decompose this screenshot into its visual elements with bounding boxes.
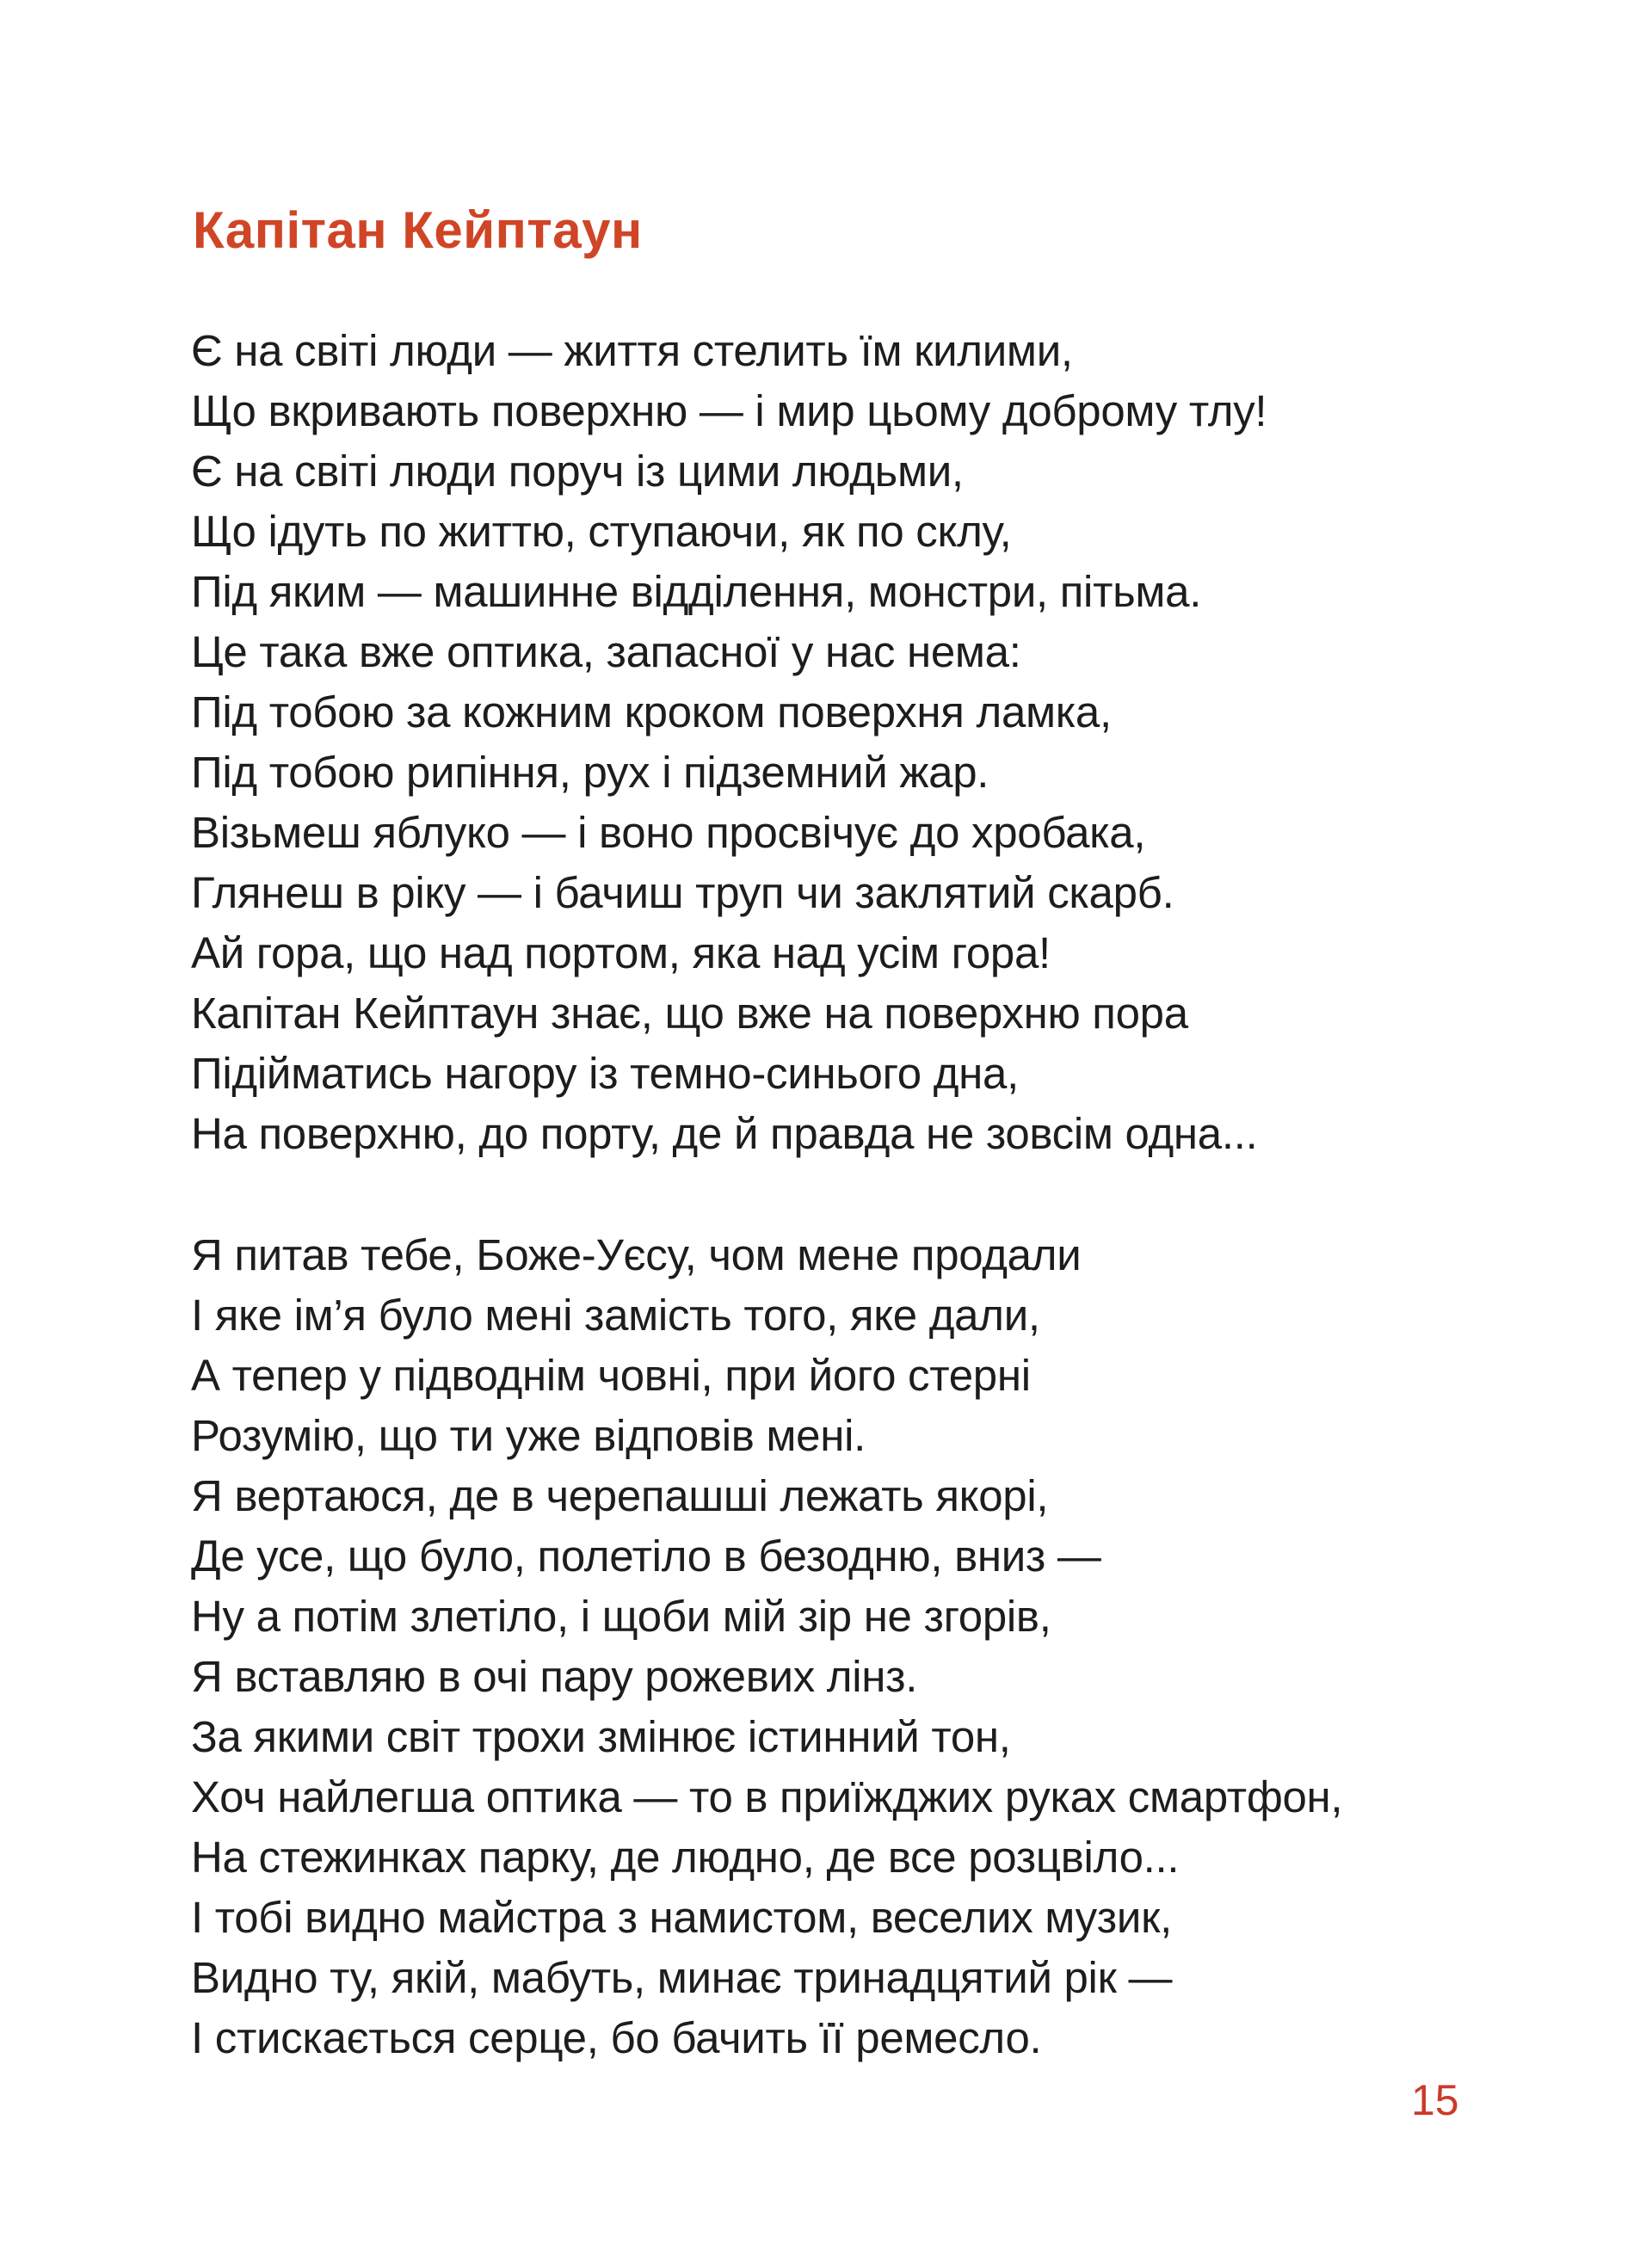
poem-line: Є на світі люди — життя стелить їм килими,	[191, 326, 1073, 375]
poem-line: Під яким — машинне відділення, монстри, пітьма.	[191, 567, 1202, 616]
poem-line: Капітан Кейптаун знає, що вже на поверхню пора	[191, 989, 1188, 1038]
poem-line: Під тобою рипіння, рух і підземний жар.	[191, 748, 989, 797]
poem-line: Я питав тебе, Боже-Уєсу, чом мене продали	[191, 1230, 1082, 1279]
poem-line: Підійматись нагору із темно-синього дна,	[191, 1049, 1019, 1098]
poem-line: Глянеш в ріку — і бачиш труп чи заклятий скарб.	[191, 868, 1174, 917]
poem-line: Ай гора, що над портом, яка над усім гора!	[191, 928, 1051, 977]
poem-line: Видно ту, якій, мабуть, минає тринадцятий рік —	[191, 1953, 1173, 2002]
poem-line: Ну а потім злетіло, і щоби мій зір не згорів,	[191, 1592, 1051, 1641]
poem-line: Розумію, що ти уже відповів мені.	[191, 1411, 866, 1460]
poem-line: На поверхню, до порту, де й правда не зовсім одна...	[191, 1109, 1258, 1158]
poem-stanza-1	[191, 321, 1549, 1164]
poem-line: І тобі видно майстра з намистом, веселих музик,	[191, 1893, 1172, 1942]
poem-line: Що вкривають поверхню — і мир цьому доброму тлу!	[191, 386, 1267, 435]
poem-line: За якими світ трохи змінює істинний тон,	[191, 1712, 1011, 1761]
poem-title: Капітан Кейптаун	[193, 201, 643, 259]
poem-line: Це така вже оптика, запасної у нас нема:	[191, 627, 1021, 676]
poem-line: І стискається серце, бо бачить її ремесло.	[191, 2013, 1042, 2062]
poem-line: На стежинках парку, де людно, де все розцвіло...	[191, 1833, 1180, 1882]
poem-line: А тепер у підводнім човні, при його стерні	[191, 1351, 1031, 1400]
poem-line: Під тобою за кожним кроком поверхня ламка,	[191, 687, 1112, 736]
poem-line: Візьмеш яблуко — і воно просвічує до хробака,	[191, 808, 1146, 857]
poem-line: Є на світі люди поруч із цими людьми,	[191, 447, 964, 496]
poem-line: Я вставляю в очі пару рожевих лінз.	[191, 1652, 918, 1701]
page-number: 15	[1411, 2076, 1459, 2124]
poem-line: Я вертаюся, де в черепашші лежать якорі,	[191, 1471, 1049, 1520]
poem-stanza-2	[191, 1225, 1549, 2068]
poem-line: І яке ім’я було мені замість того, яке дали,	[191, 1291, 1040, 1340]
poem-line: Де усе, що було, полетіло в безодню, вниз —	[191, 1531, 1101, 1581]
poem-line: Хоч найлегша оптика — то в приїжджих руках смартфон,	[191, 1772, 1343, 1821]
poem-line: Що ідуть по життю, ступаючи, як по склу,	[191, 507, 1012, 556]
